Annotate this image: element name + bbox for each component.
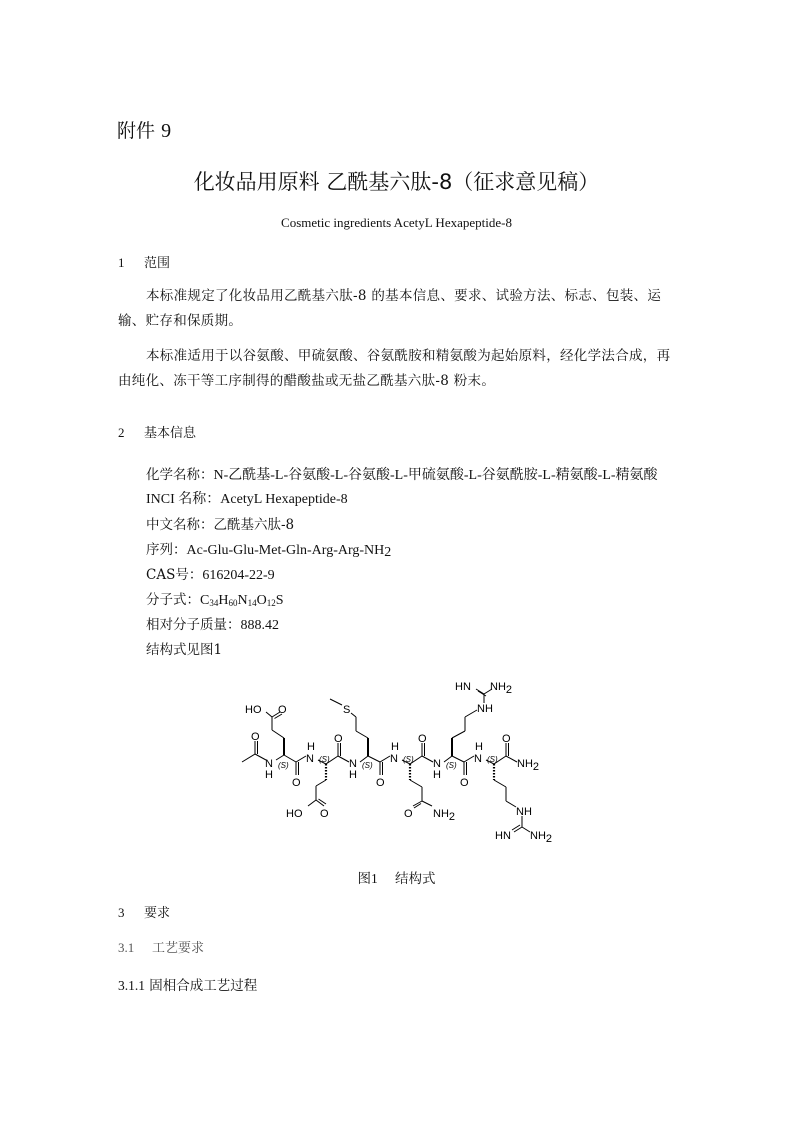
atom-label: O [502, 733, 511, 745]
atom-label: HO [286, 808, 303, 820]
atom-label: H [433, 769, 441, 781]
atom-label: H [349, 769, 357, 781]
section-number: 1 [118, 255, 125, 270]
subscript: 2 [532, 761, 540, 773]
label: 相对分子质量： [146, 617, 241, 633]
stereo-label: (S) [319, 755, 330, 764]
element: H [218, 593, 229, 608]
section-number: 3 [118, 905, 125, 920]
subscript: 60 [228, 598, 238, 608]
atom-label: O [460, 777, 469, 789]
section-title: 范围 [144, 256, 171, 271]
atom-label: NH [477, 703, 493, 715]
label: INCI 名称： [146, 492, 221, 507]
chemical-name-value: N-乙酰基-L-谷氨酸-L-谷氨酸-L-甲硫氨酸-L-谷氨酰胺-L-精氨酸-L-精氨酸 [213, 468, 658, 483]
structure-atom-labels [245, 681, 552, 845]
inci-name-value: AcetyL Hexapeptide-8 [220, 492, 348, 507]
atom-label: H [307, 741, 315, 753]
subscript: 12 [266, 598, 276, 608]
structure-reference: 结构式见图1 [146, 642, 223, 658]
atom-text: NH [433, 808, 449, 820]
atom-label: O [320, 808, 329, 820]
stereo-label: (S) [487, 755, 498, 764]
document-subtitle-en: Cosmetic ingredients AcetyL Hexapeptide-8 [281, 215, 512, 230]
atom-label: O [404, 808, 413, 820]
section-title: 固相合成工艺过程 [149, 978, 258, 994]
atom-label: O [376, 777, 385, 789]
subscript: 2 [545, 833, 553, 845]
section-1-paragraph-2: 本标准适用于以谷氨酸、甲硫氨酸、谷氨酰胺和精氨酸为起始原料，经化学法合成，再由纯化、冻干等工序制得的醋酸盐或无盐乙酰基六肽-8 粉末。 [118, 348, 671, 389]
label: 中文名称： [146, 517, 214, 533]
element: C [200, 593, 210, 608]
atom-label: H [391, 741, 399, 753]
document-title: 化妆品用原料 乙酰基六肽-8（征求意见稿） [193, 170, 600, 194]
subscript: 2 [448, 811, 456, 823]
atom-label: H [475, 741, 483, 753]
atom-label: H [265, 769, 273, 781]
cas-value: 616204-22-9 [202, 568, 275, 583]
figure-number: 1 [371, 871, 378, 886]
atom-label [433, 808, 455, 823]
section-3-1-heading [118, 937, 204, 956]
atom-text: NH [517, 758, 533, 770]
stereo-label: (S) [362, 761, 373, 770]
subscript: 2 [384, 545, 392, 560]
element: N [237, 593, 248, 608]
section-title: 工艺要求 [152, 941, 205, 956]
atom-label: S [343, 704, 351, 716]
atom-label: HN [455, 681, 471, 693]
figure-caption [0, 867, 793, 887]
element: S [275, 593, 284, 608]
atom-label: O [292, 777, 301, 789]
section-title: 基本信息 [144, 426, 197, 441]
atom-label: N [433, 758, 441, 770]
stereo-label: (S) [278, 761, 289, 770]
section-3-heading [118, 902, 170, 921]
figure-label: 图 [357, 871, 372, 887]
stereo-label: (S) [446, 761, 457, 770]
atom-label: O [251, 731, 260, 743]
label: 序列： [146, 542, 187, 558]
atom-label: HN [495, 830, 511, 842]
atom-label: N [390, 753, 398, 765]
sequence-value: Ac-Glu-Glu-Met-Gln-Arg-Arg-NH [186, 543, 385, 558]
atom-label: O [418, 733, 427, 745]
atom-text: NH [490, 681, 506, 693]
atom-label: O [278, 704, 287, 716]
atom-label: N [349, 758, 357, 770]
stereo-label: (S) [403, 755, 414, 764]
section-3-1-1-heading [118, 974, 257, 994]
atom-label [490, 681, 512, 696]
atom-label: N [474, 753, 482, 765]
element: O [256, 593, 267, 608]
atom-label: HO [245, 704, 262, 716]
atom-label: NH [516, 806, 532, 818]
mass-value: 888.42 [240, 618, 279, 633]
atom-label [517, 758, 539, 773]
label: 化学名称： [146, 467, 214, 483]
chinese-name-value: 乙酰基六肽-8 [213, 517, 295, 533]
section-title: 要求 [144, 906, 171, 921]
atom-label: N [306, 753, 314, 765]
section-number: 3.1 [118, 940, 135, 955]
subscript: 2 [505, 684, 513, 696]
subscript: 14 [247, 598, 257, 608]
figure-caption-text: 结构式 [394, 871, 436, 887]
annex-text: 附件 [117, 120, 156, 142]
section-number: 2 [118, 425, 125, 440]
section-number: 3.1.1 [118, 978, 145, 993]
atom-label: O [334, 733, 343, 745]
atom-label [530, 830, 552, 845]
label: 分子式： [146, 592, 200, 608]
annex-number: 9 [161, 120, 172, 142]
section-1-paragraph-1: 本标准规定了化妆品用乙酰基六肽-8 的基本信息、要求、试验方法、标志、包装、运输、贮存和保质期。 [118, 288, 662, 329]
atom-label: N [265, 758, 273, 770]
subscript: 34 [209, 598, 219, 608]
atom-text: NH [530, 830, 546, 842]
label: CAS号： [146, 567, 203, 583]
